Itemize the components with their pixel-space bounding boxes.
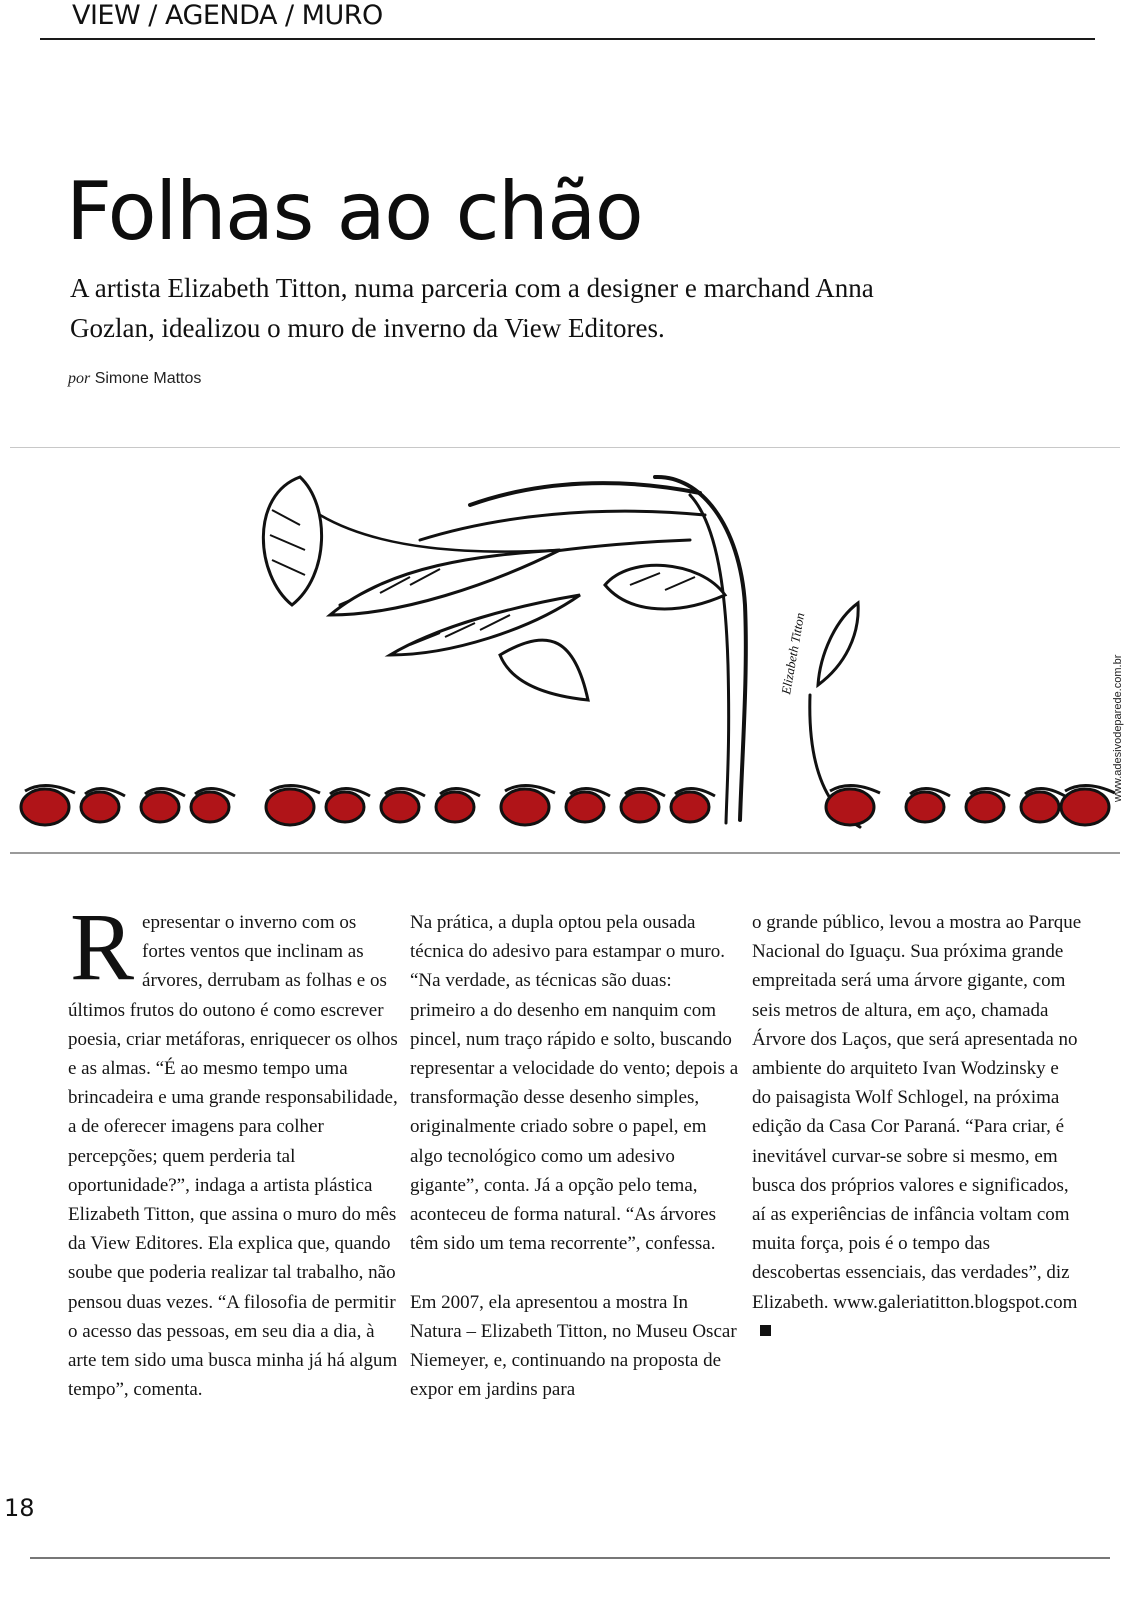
leaf-lower bbox=[500, 640, 588, 700]
fruit bbox=[1061, 789, 1109, 825]
column-3 bbox=[752, 908, 1082, 1346]
fruit bbox=[671, 792, 709, 822]
trunk bbox=[655, 477, 746, 820]
artist-signature: Elizabeth Titton bbox=[778, 611, 808, 696]
illustration-bottom-rule bbox=[10, 852, 1120, 854]
fruit bbox=[141, 792, 179, 822]
footer-rule bbox=[30, 1557, 1110, 1559]
fruit bbox=[566, 792, 604, 822]
dropcap: R bbox=[70, 893, 135, 1000]
leaf-top-left bbox=[263, 477, 321, 605]
article-subtitle: A artista Elizabeth Titton, numa parceria com a designer e marchand Anna Gozlan, idealizou o muro de inverno da View Editores. bbox=[70, 273, 874, 343]
paragraph-4 bbox=[752, 908, 1082, 1346]
paragraph-1-text: epresentar o inverno com os fortes ventos que inclinam as árvores, derrubam as folhas e os últimos frutos do outono é como escrever poesia, criar metáforas, enriquecer os olhos e as almas. “É ao mesmo tempo uma brincadeira e uma grande responsabilidade, a de oferecer imagens para colher percepções; quem perderia tal oportunidade?”, indaga a artista plástica Elizabeth Titton, que assina o muro do mês da View Editores. Ela explica que, quando soube que poderia realizar tal trabalho, não pensou duas vezes. “A filosofia de permitir o acesso das pessoas, em seu dia a dia, à arte tem sido uma busca minha já há algum tempo”, comenta. bbox=[68, 912, 398, 1401]
column-1 bbox=[68, 893, 398, 1404]
byline bbox=[68, 370, 201, 388]
paragraph-2: Na prática, a dupla optou pela ousada técnica do adesivo para estampar o muro. “Na verdade, as técnicas são duas: primeiro a do desenho em nanquim com pincel, num traço rápido e solto, buscando representar a velocidade do vento; depois a transformação desse desenho simples, originalmente criado sobre o papel, em algo tecnológico como um adesivo gigante”, conta. Já a opção pelo tema, aconteceu de forma natural. “As árvores têm sido um tema recorrente”, confessa. bbox=[410, 912, 739, 1255]
illustration-top-rule bbox=[10, 447, 1120, 448]
gallery-link[interactable]: www.galeriatitton.blogspot.com bbox=[833, 1291, 1078, 1313]
column-2 bbox=[410, 908, 740, 1404]
image-credit: www.adesivodeparede.com.br bbox=[1112, 654, 1124, 802]
author-name: Simone Mattos bbox=[94, 370, 202, 387]
fruit bbox=[266, 789, 314, 825]
fruit bbox=[826, 789, 874, 825]
branch-1 bbox=[470, 483, 700, 505]
branch-2 bbox=[420, 511, 705, 540]
section-breadcrumb: VIEW / AGENDA / MURO bbox=[72, 0, 383, 31]
fruit bbox=[326, 792, 364, 822]
leaf-far-right bbox=[818, 603, 858, 685]
fruit bbox=[381, 792, 419, 822]
byline-prefix: por bbox=[68, 370, 91, 387]
header-rule bbox=[40, 38, 1095, 40]
fruit bbox=[621, 792, 659, 822]
paragraph-3: Em 2007, ela apresentou a mostra In Natura – Elizabeth Titton, no Museu Oscar Niemeyer, e, continuando na proposta de expor em jardins para bbox=[410, 1291, 737, 1401]
fruit bbox=[21, 789, 69, 825]
trunk-inner bbox=[690, 495, 729, 823]
fruit bbox=[1021, 792, 1059, 822]
paragraph-1 bbox=[68, 893, 398, 1404]
paragraph-4-text: o grande público, levou a mostra ao Parque Nacional do Iguaçu. Sua próxima grande empreitada será uma árvore gigante, com seis metros de altura, em aço, chamada Árvore dos Laços, que será apresentada no ambiente do arquiteto Ivan Wodzinsky e do paisagista Wolf Schlogel, na próxima edição da Casa Cor Paraná. “Para criar, é inevitável curvar-se sobre si mesmo, em busca dos próprios valores e significados, aí as experiências de infância voltam com muita força, pois é o tempo das descobertas essenciais, das verdades”, diz Elizabeth. bbox=[752, 912, 1082, 1313]
fallen-fruit-row bbox=[21, 785, 1115, 825]
fruit bbox=[906, 792, 944, 822]
fruit bbox=[436, 792, 474, 822]
fruit bbox=[966, 792, 1004, 822]
end-of-article-mark bbox=[760, 1325, 771, 1336]
fruit bbox=[501, 789, 549, 825]
article-title: Folhas ao chão bbox=[66, 165, 643, 258]
fruit bbox=[191, 792, 229, 822]
fruit bbox=[81, 792, 119, 822]
page-number: 18 bbox=[4, 1494, 35, 1522]
leaf-right bbox=[605, 565, 725, 609]
tree-illustration bbox=[0, 455, 1145, 850]
